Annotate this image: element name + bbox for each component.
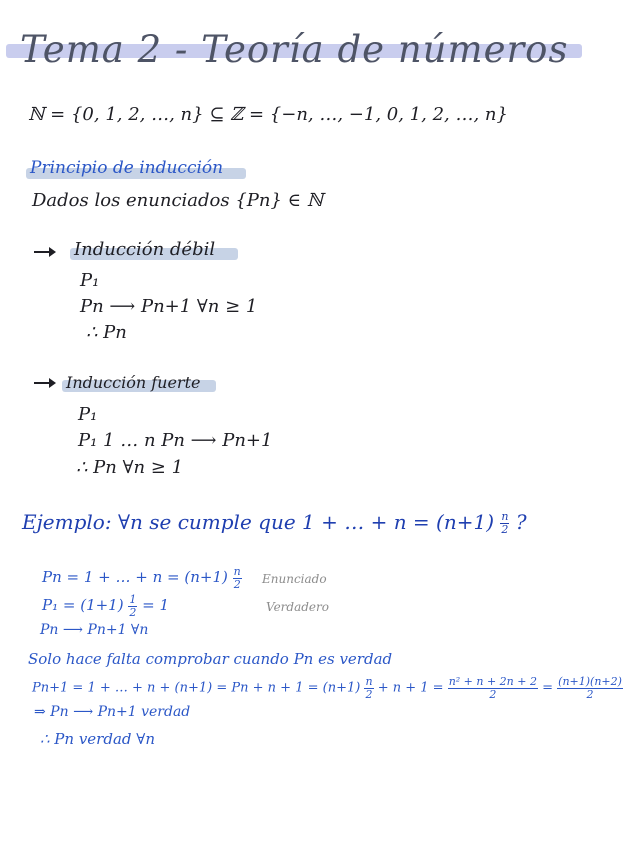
example-step-2: P₁ = (1+1) $\frac{1}{2}$ = 1 <box>42 593 170 619</box>
principle-intro: Dados los enunciados {Pn} ∈ ℕ <box>32 190 324 211</box>
bullet-arrow-weak <box>34 251 54 253</box>
example-conclusion: ∴ Pn verdad ∀n <box>40 730 155 748</box>
strong-heading: Inducción fuerte <box>66 373 201 392</box>
note-verdadero: Verdadero <box>266 600 329 614</box>
note-enunciado: Enunciado <box>262 572 327 586</box>
strong-line-3: ∴ Pn ∀n ≥ 1 <box>76 457 184 478</box>
weak-heading: Inducción débil <box>74 239 216 260</box>
principle-heading: Principio de inducción <box>30 158 224 178</box>
example-long-line: Pn+1 = 1 + … + n + (n+1) = Pn + n + 1 = (n+1) $\frac{n}{2}$ + n + 1 = $\frac{\text{n² + n + 2n + 2}}{2}$ = $\frac{(n+1)(n+2)}{2}$ <box>32 675 622 701</box>
example-step-3: Pn ⟶ Pn+1 ∀n <box>40 622 149 638</box>
example-remark: Solo hace falta comprobar cuando Pn es verdad <box>28 650 393 668</box>
page-title: Tema 2 - Teoría de números <box>20 28 569 71</box>
example-step-1: Pn = 1 + … + n = (n+1) $\frac{n}{2}$ <box>42 565 241 591</box>
weak-line-3: ∴ Pn <box>86 322 127 343</box>
sets-line: ℕ = {0, 1, 2, …, n} ⊆ ℤ = {−n, …, −1, 0, 1, 2, …, n} <box>28 104 508 125</box>
example-heading-fraction: $\frac{n}{2}$ <box>501 510 509 536</box>
example-heading <box>22 510 527 536</box>
strong-line-1: P₁ <box>78 404 98 425</box>
bullet-arrow-strong <box>34 382 54 384</box>
example-heading-suffix: ? <box>515 510 527 534</box>
weak-line-1: P₁ <box>80 270 100 291</box>
weak-line-2: Pn ⟶ Pn+1 ∀n ≥ 1 <box>80 296 258 317</box>
strong-line-2: P₁ 1 … n Pn ⟶ Pn+1 <box>78 430 273 451</box>
example-implies: ⇒ Pn ⟶ Pn+1 verdad <box>34 704 191 720</box>
example-heading-text: Ejemplo: ∀n se cumple que 1 + … + n = (n+1) <box>22 510 495 534</box>
